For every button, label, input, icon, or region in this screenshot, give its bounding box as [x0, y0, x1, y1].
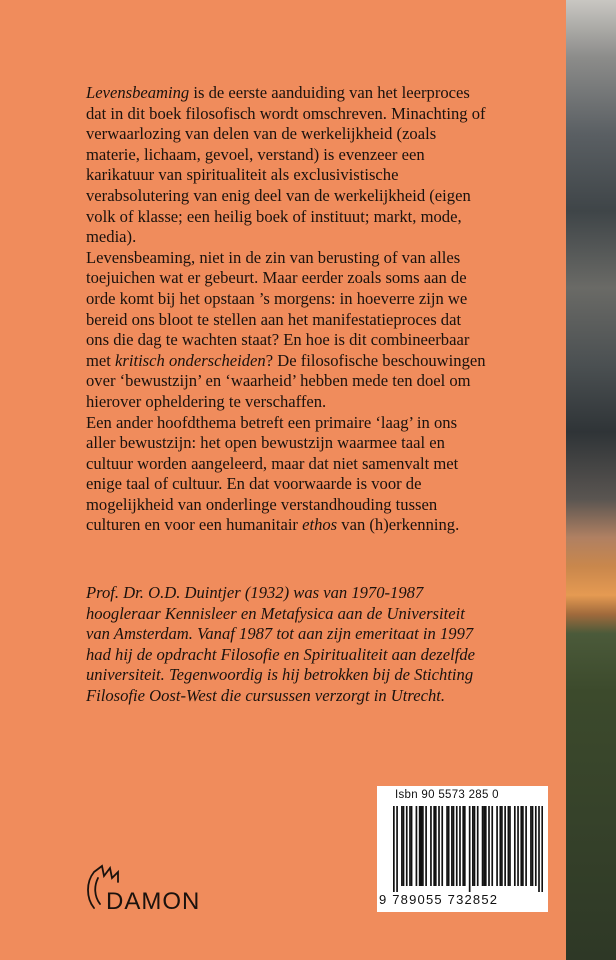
paragraph-2: Levensbeaming, niet in de zin van berusting of van alles toejuichen wat er gebeurt. Maar eerder zoals soms aan de orde komt bij het opstaan ’s morgens: in hoeverre zijn we bereid ons bloot te stellen aan het manifestatieproces dat ons die dag te wachten staat? En hoe is dit combineerbaar met kritisch onderscheiden? De filosofische beschouwingen over ‘bewustzijn’ en ‘waarheid’ hebben mede ten doel om hierover opheldering te verschaffen. — [86, 247, 486, 411]
barcode-bar — [535, 806, 537, 886]
isbn-label: Isbn 90 5573 285 0 — [395, 789, 499, 801]
barcode-bar — [517, 806, 519, 886]
barcode-bar — [464, 806, 466, 886]
barcode-bar — [509, 806, 511, 886]
barcode-bars — [393, 806, 543, 892]
author-bio: Prof. Dr. O.D. Duintjer (1932) was van 1970-1987 hoogleraar Kennisleer en Metafysica aan de Universiteit van Amsterdam. Vanaf 1987 tot aan zijn emeritaat in 1997 had hij de opdracht Filosofie en Spiritualiteit aan dezelfde universiteit. Tegenwoordig is hij betrokken bij de Stichting Filosofie Oost-West die cursussen verzorgt in Utrecht. — [86, 583, 475, 705]
barcode-digits: 9 789055 732852 — [379, 892, 499, 907]
barcode-bar — [420, 806, 422, 886]
barcode-bar — [488, 806, 490, 886]
barcode-bar — [504, 806, 506, 886]
barcode-bar — [501, 806, 503, 886]
paragraph-1: Levensbeaming is de eerste aanduiding van het leerproces dat in dit boek filosofisch wordt omschreven. Minachting of verwaarlozing van delen van de werkelijkheid (zoals materie, lichaam, gevoel, verstand) is evenzeer een karikatuur van spiritualiteit als exclusivistische verabsolutering van enig deel van de werkelijkheid (eigen volk of klasse; een heilig boek of instituut; markt, mode, media). — [86, 83, 486, 247]
barcode-bar — [520, 806, 522, 886]
barcode-bar — [401, 806, 403, 886]
paragraph-3: Een ander hoofdthema betreft een primaire ‘laag’ in ons aller bewustzijn: het open bewustzijn waarmee taal en cultuur worden aangeleerd, maar dat niet samenvalt met enige taal of cultuur. En dat voorwaarde is voor de mogelijkheid van onderlinge verstandhouding tussen culturen en voor een humanitair ethos van (h)erkenning. — [86, 412, 460, 535]
barcode-box — [377, 786, 548, 912]
barcode-bar — [433, 806, 435, 886]
description-text — [86, 83, 486, 536]
publisher-name: DAMON — [106, 888, 201, 915]
barcode-bar — [462, 806, 464, 886]
barcode-bar — [451, 806, 453, 886]
barcode-bar — [485, 806, 487, 886]
barcode-bar — [522, 806, 524, 886]
barcode-bar — [411, 806, 413, 886]
barcode-bar — [422, 806, 424, 886]
barcode-bar — [453, 806, 455, 886]
barcode-bar — [456, 806, 458, 886]
landscape-photo-strip — [566, 0, 616, 960]
barcode-bar — [419, 806, 421, 886]
barcode-bar — [396, 806, 398, 892]
barcode-bar — [477, 806, 479, 886]
barcode-bar — [416, 806, 418, 886]
barcode-bar — [514, 806, 516, 886]
barcode-bar — [438, 806, 440, 886]
barcode-bar — [446, 806, 448, 886]
barcode-bar — [525, 806, 527, 886]
barcode-bar — [499, 806, 501, 886]
publisher-logo — [80, 852, 230, 922]
barcode-bar — [472, 806, 474, 886]
barcode-bar — [430, 806, 432, 886]
barcode-bar — [403, 806, 405, 886]
barcode-bar — [538, 806, 540, 892]
barcode-bar — [541, 806, 543, 892]
barcode-bar — [491, 806, 493, 886]
barcode-bar — [409, 806, 411, 886]
barcode-bar — [508, 806, 510, 886]
barcode-bar — [448, 806, 450, 886]
barcode-bar — [425, 806, 427, 886]
barcode-bar — [393, 806, 395, 892]
barcode-bar — [496, 806, 498, 886]
barcode-bar — [459, 806, 461, 886]
barcode-bar — [474, 806, 476, 886]
barcode-bar — [482, 806, 484, 886]
barcode-bar — [530, 806, 532, 886]
barcode-bar — [532, 806, 534, 886]
barcode-bar — [435, 806, 437, 886]
barcode-bar — [406, 806, 408, 886]
barcode-bar — [483, 806, 485, 886]
barcode-bar — [441, 806, 443, 886]
barcode-bar — [469, 806, 471, 892]
